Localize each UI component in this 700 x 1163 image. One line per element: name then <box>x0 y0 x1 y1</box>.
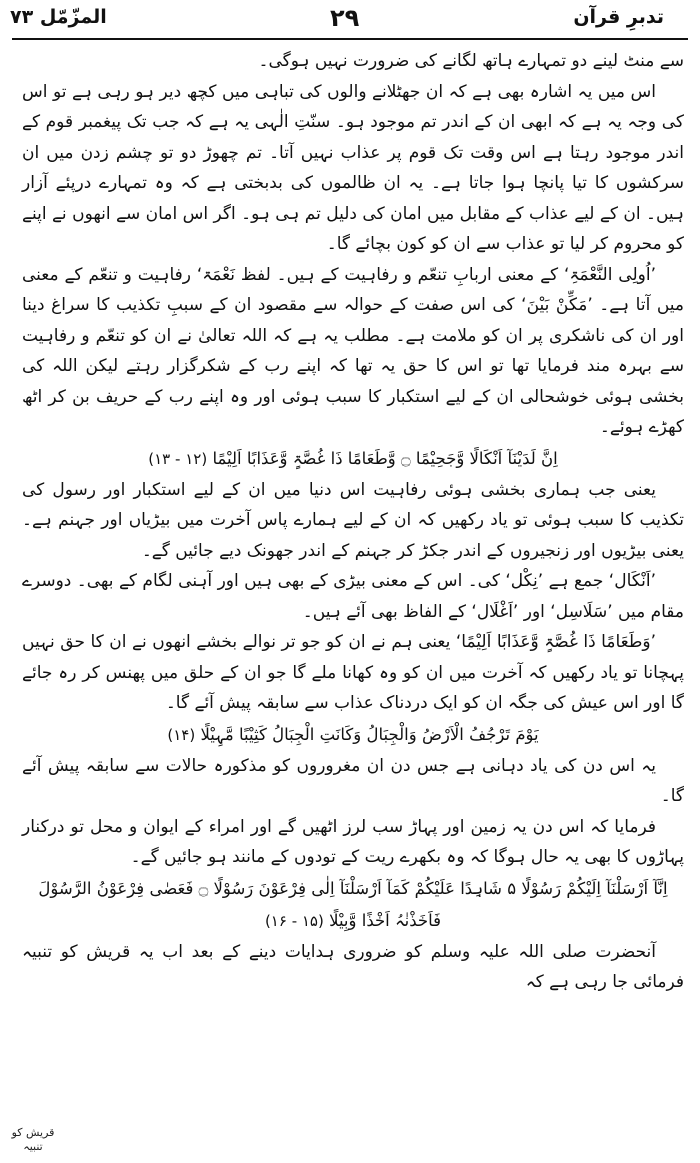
paragraph: ’اَنْکَال‘ جمع ہے ’نِکْل‘ کی۔ اس کے معنی بیڑی کے بھی ہیں اور آہنی لگام کے بھی۔ دوسرے مقام میں ’سَلَاسِل‘ اور ’اَغْلَال‘ کے الفاظ بھی آئے ہیں۔ <box>22 571 684 622</box>
paragraph: فرمایا کہ اس دن یہ زمین اور پہاڑ سب لرز اٹھیں گے اور امراء کے ایوان و محل تو درکنار پہاڑوں کا بھی یہ حال ہوگا کہ وہ بکھرے ریت کے تودوں کے مانند ہو جائیں گے۔ <box>22 816 684 867</box>
paragraph: یہ اس دن کی یاد دہانی ہے جس دن ان مغروروں کو مذکورہ حالات سے سابقہ پیش آئے گا۔ <box>22 755 684 806</box>
paragraph: ’وَطَعَامًا ذَا غُصَّۃٍ وَّعَذَابًا اَلِیْمًا‘ یعنی ہم نے ان کو جو تر نوالے بخشے انھوں نے ان کا حق نہیں پہچانا تو یاد رکھیں کہ آخرت میں ان کو وہ کھانا ملے گا جو ان کے حلق میں پھنس کر رہ جائے گا اور اس عیش کی جگہ ان کو ایک دردناک عذاب سے سابقہ پیش آئے گا۔ <box>22 632 684 713</box>
paragraph: اس میں یہ اشارہ بھی ہے کہ ان جھٹلانے والوں کی تباہی میں کچھ دیر ہو رہی ہے تو اس کی وجہ یہ ہے کہ ابھی ان کے اندر تم موجود ہو۔ سنّتِ الٰہی یہ ہے کہ جب تک پیغمبر قوم کے اندر موجود رہتا ہے اس وقت تک قوم پر عذاب نہیں آتا۔ تم چھوڑ دو تو چشم زدن میں ان سرکشوں کا تیا پانچا ہوا جاتا ہے۔ یہ ان ظالموں کی بدبختی ہے کہ وہ تمہارے درپئے آزار ہیں۔ ان کے لیے عذاب کے مقابل میں امان کی دلیل تم ہی ہو۔ اگر اس امان سے انھوں نے اپنے کو محروم کر لیا تو عذاب سے ان کو کون بچائے گا۔ <box>22 81 684 254</box>
quran-verse <box>22 443 684 475</box>
paragraph: سے منٹ لینے دو تمہارے ہاتھ لگانے کی ضرورت نہیں ہوگی۔ <box>258 51 684 71</box>
page-header <box>0 0 700 44</box>
page-number: ۲۹ <box>330 4 360 32</box>
page-body <box>22 46 684 998</box>
header-rule <box>12 38 688 40</box>
book-title: تدبرِ قرآن <box>573 6 664 28</box>
verse-text: اِنَّ لَدَیْنَآ اَنْکَالًا وَّجَحِیْمًا ۝ وَّطَعَامًا ذَا غُصَّۃٍ وَّعَذَابًا اَلِیْمًا <box>212 448 558 468</box>
surah-reference: المزّمّل ۷۳ <box>10 6 107 28</box>
paragraph: ’اُولِی النَّعْمَۃِ‘ کے معنی اربابِ تنعّم و رفاہیت کے ہیں۔ لفظ نَعْمَۃ‘ رفاہیت و تنعّم کے معنی میں آتا ہے۔ ’مَکِّنْ بَیْنَ‘ کی اس صفت کے حوالہ سے مقصود ان کے سببِ تکذیب کا سراغ دینا اور ان کی ناشکری پر ان کو ملامت ہے۔ مطلب یہ ہے کہ اللہ تعالیٰ نے ان کو تنعّم و رفاہیت سے بہرہ مند فرمایا تھا تو اس کا حق یہ تھا کہ اپنے رب کے شکرگزار رہتے لیکن اللہ کی بخشی ہوئی خوشحالی ان کے لیے استکبار کا سبب ہوئی اور وہ اپنے رب کے حریف بن کر اٹھ کھڑے ہوئے۔ <box>22 264 684 437</box>
margin-note: قریش کو تنبیہ <box>11 1126 55 1153</box>
verse-reference: (۱۵ - ۱۶) <box>264 911 324 930</box>
verse-reference: (۱۴) <box>167 725 196 744</box>
paragraph: آنحضرت صلی اللہ علیہ وسلم کو ضروری ہدایات دینے کے بعد اب یہ قریش کو تنبیہ فرمائی جا رہی ہے کہ <box>22 941 684 992</box>
quran-verse <box>22 873 684 937</box>
verse-reference: (۱۲ - ۱۳) <box>148 449 208 468</box>
verse-text: یَوْمَ تَرْجُفُ الْاَرْضُ وَالْجِبَالُ وَکَانَتِ الْجِبَالُ کَثِیْبًا مَّہِیْلًا <box>200 724 539 744</box>
paragraph: یعنی جب ہماری بخشی ہوئی رفاہیت اس دنیا میں ان کے لیے استکبار اور رسول کی تکذیب کا سبب ہوئی تو یاد رکھیں کہ ان کے لیے ہمارے پاس آخرت میں بیڑیاں اور جہنم ہے۔ یعنی بیڑیوں اور زنجیروں کے اندر جکڑ کر جہنم کے اندر جھونک دیے جائیں گے۔ <box>22 479 684 561</box>
verse-text: اِنَّآ اَرْسَلْنَآ اِلَیْکُمْ رَسُوْلًا ۵ شَاہِدًا عَلَیْکُمْ کَمَآ اَرْسَلْنَآ اِلٰی فِرْعَوْنَ رَسُوْلًا ۝ فَعَصٰی فِرْعَوْنُ الرَّسُوْلَ فَاَخَذْنٰہُ اَخْذًا وَّبِیْلًا <box>38 878 668 930</box>
quran-verse <box>22 719 684 751</box>
